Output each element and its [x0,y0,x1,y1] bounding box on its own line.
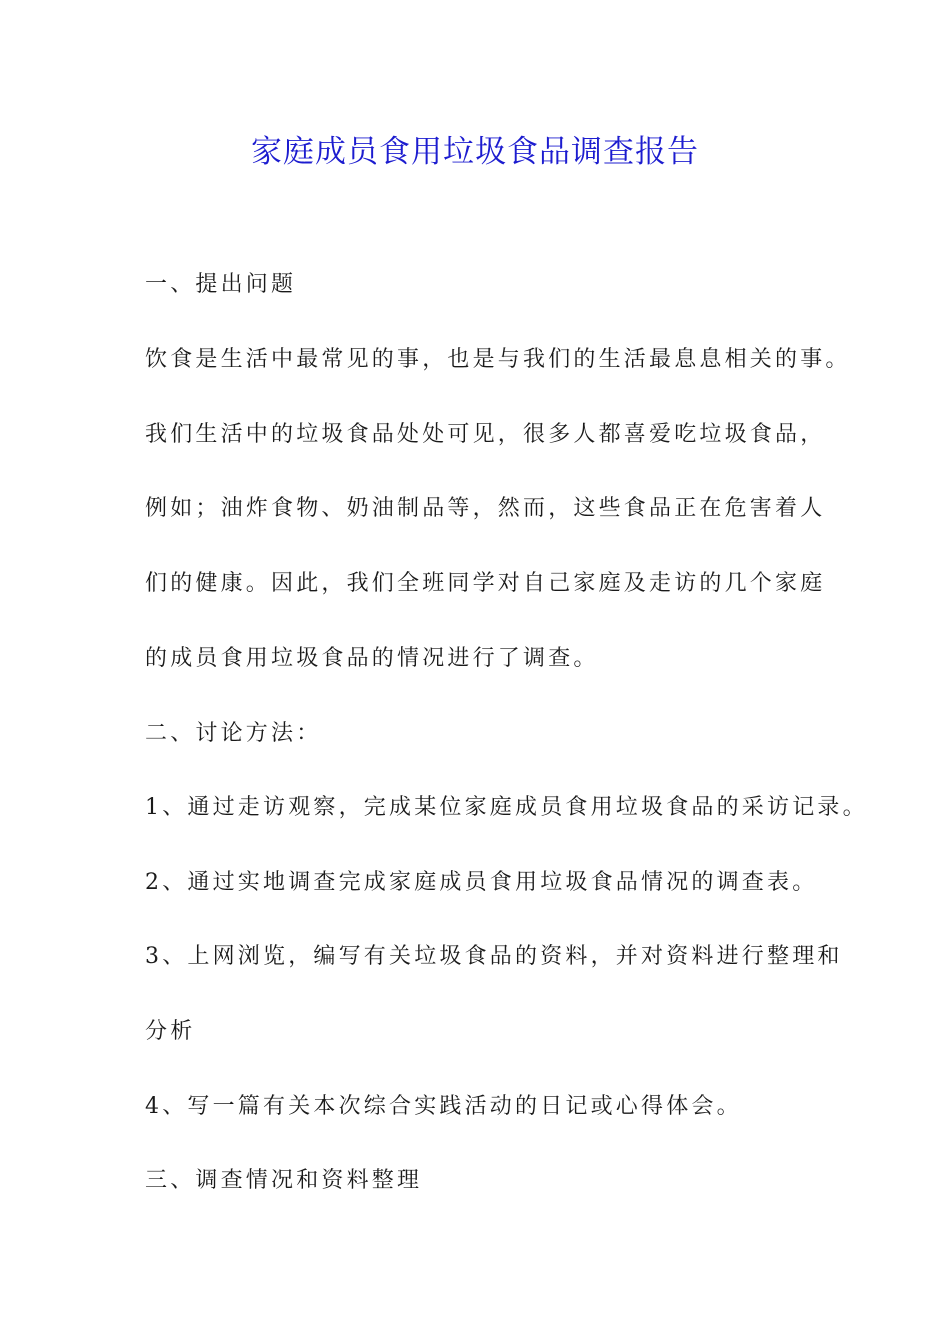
list-item: 3、上网浏览，编写有关垃圾食品的资料，并对资料进行整理和 [145,944,843,969]
paragraph-line: 我们生活中的垃圾食品处处可见，很多人都喜爱吃垃圾食品， [145,422,826,447]
paragraph-line: 饮食是生活中最常见的事，也是与我们的生活最息息相关的事。 [145,347,851,372]
paragraph-line: 的成员食用垃圾食品的情况进行了调查。 [145,646,599,671]
section-heading-3: 三、调查情况和资料整理 [145,1168,423,1193]
list-item: 1、通过走访观察，完成某位家庭成员食用垃圾食品的采访记录。 [145,795,868,820]
list-item-continuation: 分析 [145,1019,196,1044]
section-heading-1: 一、提出问题 [145,272,297,297]
list-item: 4、写一篇有关本次综合实践活动的日记或心得体会。 [145,1094,742,1119]
paragraph-line: 们的健康。因此，我们全班同学对自己家庭及走访的几个家庭 [145,571,826,596]
list-item: 2、通过实地调查完成家庭成员食用垃圾食品情况的调查表。 [145,870,818,895]
document-title: 家庭成员食用垃圾食品调查报告 [251,134,699,170]
section-heading-2: 二、讨论方法： [145,721,322,746]
paragraph-line: 例如；油炸食物、奶油制品等，然而，这些食品正在危害着人 [145,496,826,521]
